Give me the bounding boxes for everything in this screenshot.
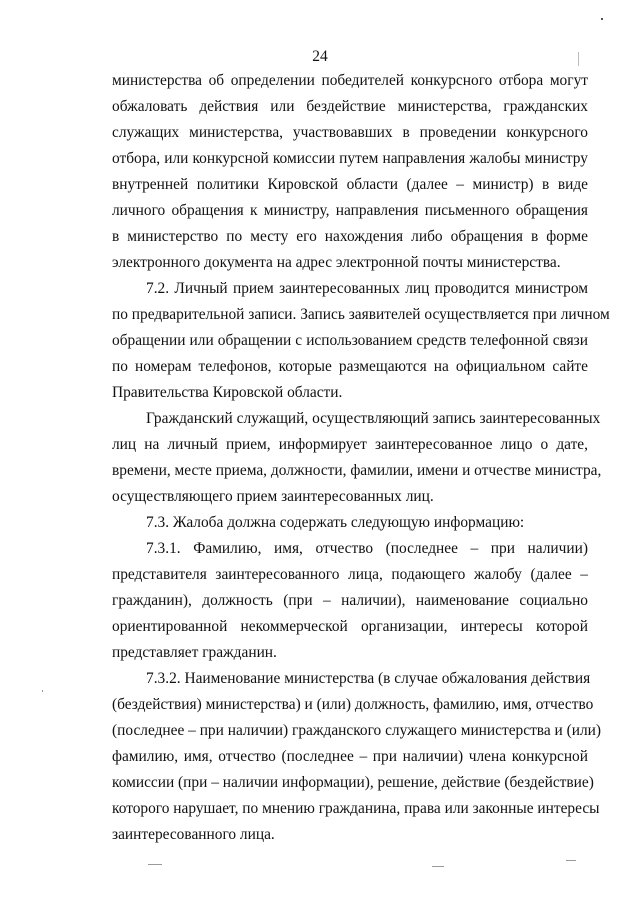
scan-speck: [148, 864, 162, 865]
scan-speck: [566, 860, 576, 861]
page-number: 24: [312, 48, 328, 65]
text-line: (последнее – при наличии) гражданского служащего министерства и (или): [112, 722, 602, 739]
text-line: времени, месте приема, должности, фамилии, имени и отчестве министра,: [112, 462, 602, 479]
text-line: заинтересованного лица.: [112, 826, 275, 843]
text-line: представляет гражданин.: [112, 644, 277, 661]
scan-speck: [42, 690, 43, 692]
text-line: министерства об определении победителей конкурсного отбора могут: [112, 72, 588, 89]
text-line: внутренней политики Кировской области (далее – министр) в виде: [112, 176, 588, 193]
text-line: фамилию, имя, отчество (последнее – при наличии) члена конкурсной: [112, 748, 588, 765]
paragraph-registration: [112, 406, 602, 510]
text-line: комиссии (при – наличии информации), решение, действие (бездействие): [112, 774, 594, 791]
text-line: отбора, или конкурсной комиссии путем направления жалобы министру: [112, 150, 588, 167]
text-line: Правительства Кировской области.: [112, 384, 343, 401]
paragraph-7-3: [112, 510, 588, 536]
paragraph-appeal-rights: [112, 68, 588, 276]
body-text: [112, 68, 610, 848]
text-line: в министерство по месту его нахождения либо обращения в форме: [112, 228, 588, 245]
text-line: служащих министерства, участвовавших в проведении конкурсного: [112, 124, 588, 141]
text-line: 7.3.1. Фамилию, имя, отчество (последнее – при наличии): [146, 540, 588, 557]
text-line: обращении или обращении с использованием средств телефонной связи: [112, 332, 588, 349]
text-line: по предварительной записи. Запись заявителей осуществляется при личном: [112, 306, 610, 323]
text-line: представителя заинтересованного лица, подающего жалобу (далее –: [112, 566, 588, 583]
text-line: 7.2. Личный прием заинтересованных лиц проводится министром: [146, 280, 588, 297]
text-line: гражданин), должность (при – наличии), наименование социально: [112, 592, 588, 609]
scan-speck: [601, 18, 603, 20]
text-line: Гражданский служащий, осуществляющий запись заинтересованных: [146, 410, 601, 427]
paragraph-7-3-1: [112, 536, 588, 666]
scan-speck: [432, 866, 444, 867]
paragraph-7-2: [112, 276, 610, 406]
text-line: осуществляющего прием заинтересованных лиц.: [112, 488, 434, 505]
text-line: личного обращения к министру, направления письменного обращения: [112, 202, 588, 219]
text-line: электронного документа на адрес электронной почты министерства.: [112, 254, 561, 271]
scan-speck: [578, 52, 579, 66]
text-line: 7.3.2. Наименование министерства (в случае обжалования действия: [146, 670, 591, 687]
text-line: 7.3. Жалоба должна содержать следующую информацию:: [146, 514, 525, 531]
text-line: ориентированной некоммерческой организации, интересы которой: [112, 618, 588, 635]
text-line: (бездействия) министерства) и (или) должность, фамилию, имя, отчество: [112, 696, 594, 713]
text-line: лиц на личный прием, информирует заинтересованное лицо о дате,: [112, 436, 588, 453]
text-line: которого нарушает, по мнению гражданина, права или законные интересы: [112, 800, 600, 817]
text-line: по номерам телефонов, которые размещаются на официальном сайте: [112, 358, 588, 375]
text-line: обжаловать действия или бездействие министерства, гражданских: [112, 98, 588, 115]
paragraph-7-3-2: [112, 666, 602, 848]
